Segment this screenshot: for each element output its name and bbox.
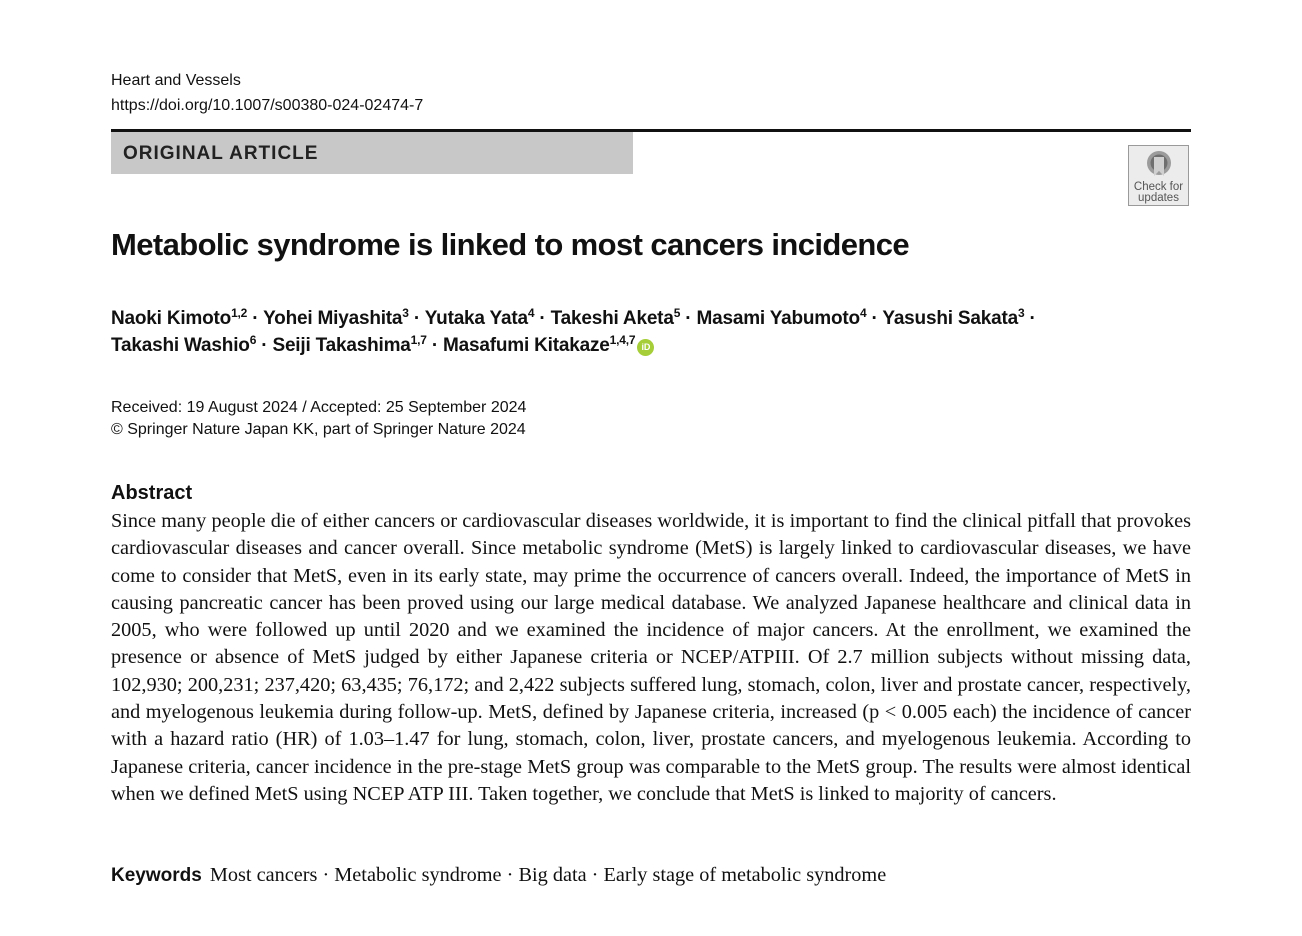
author-separator: · <box>247 308 264 329</box>
author-affiliation: 6 <box>249 333 257 347</box>
bookmark-badge-icon <box>1146 150 1172 182</box>
author-name[interactable]: Yutaka Yata <box>424 308 528 329</box>
author-affiliation: 1,4,7 <box>609 333 636 347</box>
author-name[interactable]: Takashi Washio <box>111 335 250 356</box>
author-separator: · <box>866 308 883 329</box>
author-name[interactable]: Yohei Miyashita <box>263 308 403 329</box>
abstract-body <box>111 508 1191 808</box>
keywords-line <box>111 864 1191 887</box>
author-affiliation: 3 <box>402 306 409 320</box>
author-separator: · <box>256 335 273 356</box>
article-type-banner <box>111 132 633 174</box>
author-affiliation: 4 <box>527 306 535 320</box>
doi-link[interactable]: https://doi.org/10.1007/s00380-024-02474-7 <box>111 97 424 114</box>
check-for-updates-line1: Check for <box>1133 181 1184 193</box>
keywords-heading: Keywords <box>111 865 202 886</box>
author-name[interactable]: Takeshi Aketa <box>550 308 674 329</box>
author-list <box>111 305 1196 359</box>
author-name[interactable]: Seiji Takashima <box>272 335 411 356</box>
copyright-notice: © Springer Nature Japan KK, part of Springer Nature 2024 <box>111 421 526 438</box>
check-for-updates-line2: updates <box>1138 192 1179 204</box>
check-for-updates-label <box>1129 182 1188 204</box>
author-separator: · <box>426 335 444 356</box>
abstract-heading: Abstract <box>111 482 193 504</box>
article-type-label: ORIGINAL ARTICLE <box>123 143 319 164</box>
author-affiliation: 5 <box>673 306 681 320</box>
author-name[interactable]: Naoki Kimoto <box>111 308 232 329</box>
author-separator: · <box>534 308 551 329</box>
abstract-text: Since many people die of either cancers or cardiovascular diseases worldwide, it is important to find the clinical pitfall that provokes cardiovascular diseases and cancer overall. Since metabolic syndrome (MetS) is largely linked to cardiovascular diseases, we have come to consider that MetS, even in its early state, may prime the occurrence of cancers overall. Indeed, the importance of MetS in causing pancreatic cancer has been proved using our large medical database. We analyzed Japanese healthcare and clinical data in 2005, who were followed up until 2020 and we examined the incidence of major cancers. At the enrollment, we examined the presence or absence of MetS judged by either Japanese criteria or NCEP/ATPIII. Of 2.7 million subjects without missing data, 102,930; 200,231; 237,420; 63,435; 76,172; and 2,422 subjects suffered lung, stomach, colon, liver and prostate cancer, respectively, and myelogenous leukemia during follow-up. MetS, defined by Japanese criteria, increased (p < 0.005 each) the incidence of cancer with a hazard ratio (HR) of 1.03–1.47 for lung, stomach, colon, liver, prostate cancers, and myelogenous leukemia. According to Japanese criteria, cancer incidence in the pre-stage MetS group was comparable to the MetS group. The results were almost identical when we defined MetS using NCEP ATP III. Taken together, we conclude that MetS is linked to majority of cancers. <box>111 510 1191 805</box>
author-separator: · <box>680 308 697 329</box>
author-name[interactable]: Masafumi Kitakaze <box>443 335 610 356</box>
author-name[interactable]: Masami Yabumoto <box>696 308 860 329</box>
orcid-icon[interactable]: iD <box>637 339 654 356</box>
check-for-updates-button[interactable] <box>1128 145 1189 206</box>
author-separator: · <box>1024 308 1036 329</box>
journal-name: Heart and Vessels <box>111 72 241 89</box>
author-affiliation: 3 <box>1017 306 1025 320</box>
author-name[interactable]: Yasushi Sakata <box>882 308 1018 329</box>
author-affiliation: 1,7 <box>410 333 427 347</box>
article-title: Metabolic syndrome is linked to most cancers incidence <box>111 227 909 262</box>
author-affiliation: 1,2 <box>231 306 248 320</box>
keywords-list: Most cancers · Metabolic syndrome · Big data · Early stage of metabolic syndrome <box>209 864 887 886</box>
author-separator: · <box>408 308 425 329</box>
received-accepted-dates: Received: 19 August 2024 / Accepted: 25 September 2024 <box>111 399 527 416</box>
author-affiliation: 4 <box>859 306 867 320</box>
